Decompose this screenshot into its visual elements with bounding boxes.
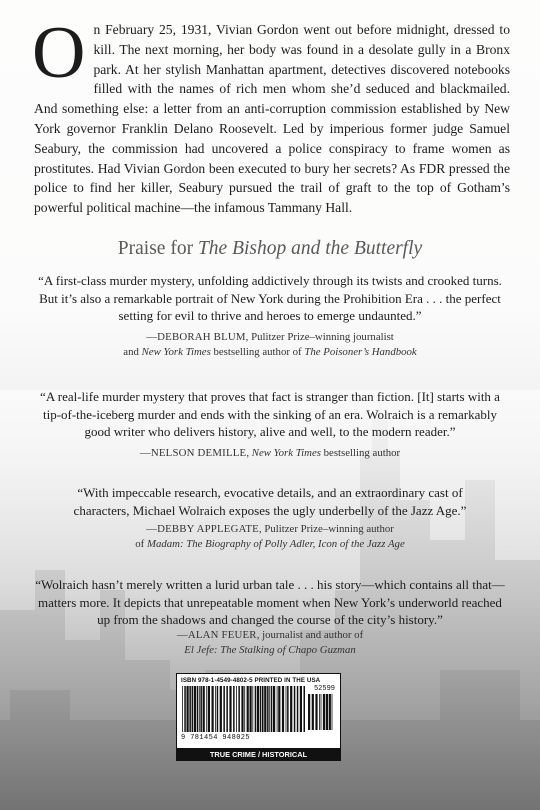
drop-cap: O — [32, 12, 86, 94]
barcode-bar — [323, 694, 325, 730]
barcode-bar — [332, 694, 333, 730]
barcode-bar — [312, 694, 314, 730]
barcode-bar — [321, 694, 322, 730]
barcode-bar — [250, 686, 252, 732]
barcode-bar — [182, 686, 183, 732]
barcode-bar — [297, 686, 299, 732]
barcode-bar — [260, 686, 262, 732]
barcode-image — [181, 686, 306, 734]
barcode-bar — [304, 686, 306, 732]
review-attribution-applegate: —DEBBY APPLEGATE, Pulitzer Prize–winning author of Madam: The Biography of Polly Adler, Icon of the Jazz Age — [135, 523, 405, 550]
barcode-digits: 9 781454 948025 — [181, 734, 251, 742]
category-label: TRUE CRIME / HISTORICAL — [176, 749, 341, 761]
barcode-bar — [315, 694, 317, 730]
barcode-bar — [197, 686, 199, 732]
barcode-bar — [277, 686, 278, 732]
isbn-line: ISBN 978-1-4549-4802-5 PRINTED IN THE USA — [181, 677, 321, 684]
barcode-bar — [238, 686, 240, 732]
barcode-bar — [308, 694, 310, 730]
barcode-bar — [215, 686, 216, 732]
barcode-bar — [203, 686, 205, 732]
review-quote-applegate: “With impeccable research, evocative details, and an extraordinary cast of characters, Michael Wolraich exposes the ugly underbelly of the Jazz Age.” — [73, 485, 467, 518]
barcode-bar — [223, 686, 225, 732]
review-attribution-blum: —DEBORAH BLUM, Pulitzer Prize–winning journalist and New York Times bestselling author of The Poisoner’s Handbook — [123, 331, 417, 358]
barcode-bar — [267, 686, 269, 732]
barcode-bar — [212, 686, 214, 732]
barcode-bar — [264, 686, 266, 732]
book-description — [32, 12, 510, 218]
praise-book-title: The Bishop and the Butterfly — [197, 238, 423, 259]
barcode-bar — [269, 686, 270, 732]
barcode-bar — [236, 686, 237, 732]
praise-heading: Praise for The Bishop and the Butterfly — [117, 238, 423, 259]
barcode-bar — [192, 686, 194, 732]
barcode-bar — [244, 686, 245, 732]
barcode-bar — [287, 686, 289, 732]
barcode-bar — [233, 686, 235, 732]
barcode-bar — [255, 686, 257, 732]
barcode-bar — [294, 686, 296, 732]
barcode-bar — [262, 686, 264, 732]
barcode-bar — [208, 686, 210, 732]
barcode-bar — [194, 686, 196, 732]
barcode-bar — [290, 686, 292, 732]
barcode-bar — [326, 694, 328, 730]
barcode-bar — [300, 686, 302, 732]
barcode-bar — [271, 686, 273, 732]
book-description-text: n February 25, 1931, Vivian Gordon went out before midnight, dressed to kill. The next morning, her body was found in a desolate gully in a Bronx park. At her stylish Manhattan apartment, detectives discovered notebooks filled with the names of rich men whom she’d seduced and blackmailed. And something else: a letter from an anti-corruption commission established by New York governor Franklin Delano Roosevelt. Led by imperious former judge Samuel Seabury, the commission had uncovered a police conspiracy to frame women as prostitutes. Had Vivian Gordon been executed to bury her secrets? As FDR pressed the police to find her killer, Seabury pursued the trail of graft to the top of Gotham’s powerful political machine—the infamous Tammany Hall. — [34, 22, 510, 216]
review-attribution-feuer: —ALAN FEUER, journalist and author of El Jefe: The Stalking of Chapo Guzman — [176, 629, 364, 656]
barcode-bar — [200, 686, 202, 732]
barcode-bar — [220, 686, 222, 732]
barcode-bar — [206, 686, 207, 732]
barcode-bar — [273, 686, 275, 732]
price-barcode-image — [307, 694, 335, 732]
barcode-bar — [189, 686, 191, 732]
barcode-bar — [184, 686, 186, 732]
review-quote-feuer: “Wolraich hasn’t merely written a lurid urban tale . . . his story—which contains all that—matters more. It depicts that unrepeatable moment when New York’s underworld reached up from the shadows and changed the course of the city’s history.” — [35, 577, 505, 628]
barcode-bar — [282, 686, 284, 732]
barcode-bar — [199, 686, 200, 732]
barcode-bar — [319, 694, 320, 730]
barcode-bar — [257, 686, 259, 732]
barcode-bar — [187, 686, 189, 732]
barcode-bar — [278, 686, 280, 732]
barcode-bar — [217, 686, 219, 732]
review-quote-blum: “A first-class murder mystery, unfolding addictively through its twists and crooked turns. But it’s also a remarkable portrait of New York during the Prohibition Era . . . the perfect setting for evil to thrive and heroes to emerge undaunted.” — [38, 273, 502, 324]
barcode-bar — [329, 694, 331, 730]
barcode-bar — [286, 686, 287, 732]
review-attribution-demille: —NELSON DEMILLE, New York Times bestselling author — [139, 447, 401, 459]
review-quote-demille: “A real-life murder mystery that proves that fact is stranger than fiction. [It] starts with a tip-of-the-iceberg murder and ends with the sinking of an era. Wolraich is a remarkably good writer who delivers history, alive and well, to the modern reader.” — [40, 389, 500, 440]
barcode-bar — [247, 686, 249, 732]
barcode-bar — [226, 686, 228, 732]
price-code: 52599 — [313, 685, 335, 693]
barcode-box — [176, 673, 341, 749]
barcode-bar — [229, 686, 231, 732]
barcode-bar — [252, 686, 253, 732]
barcode-bar — [241, 686, 243, 732]
